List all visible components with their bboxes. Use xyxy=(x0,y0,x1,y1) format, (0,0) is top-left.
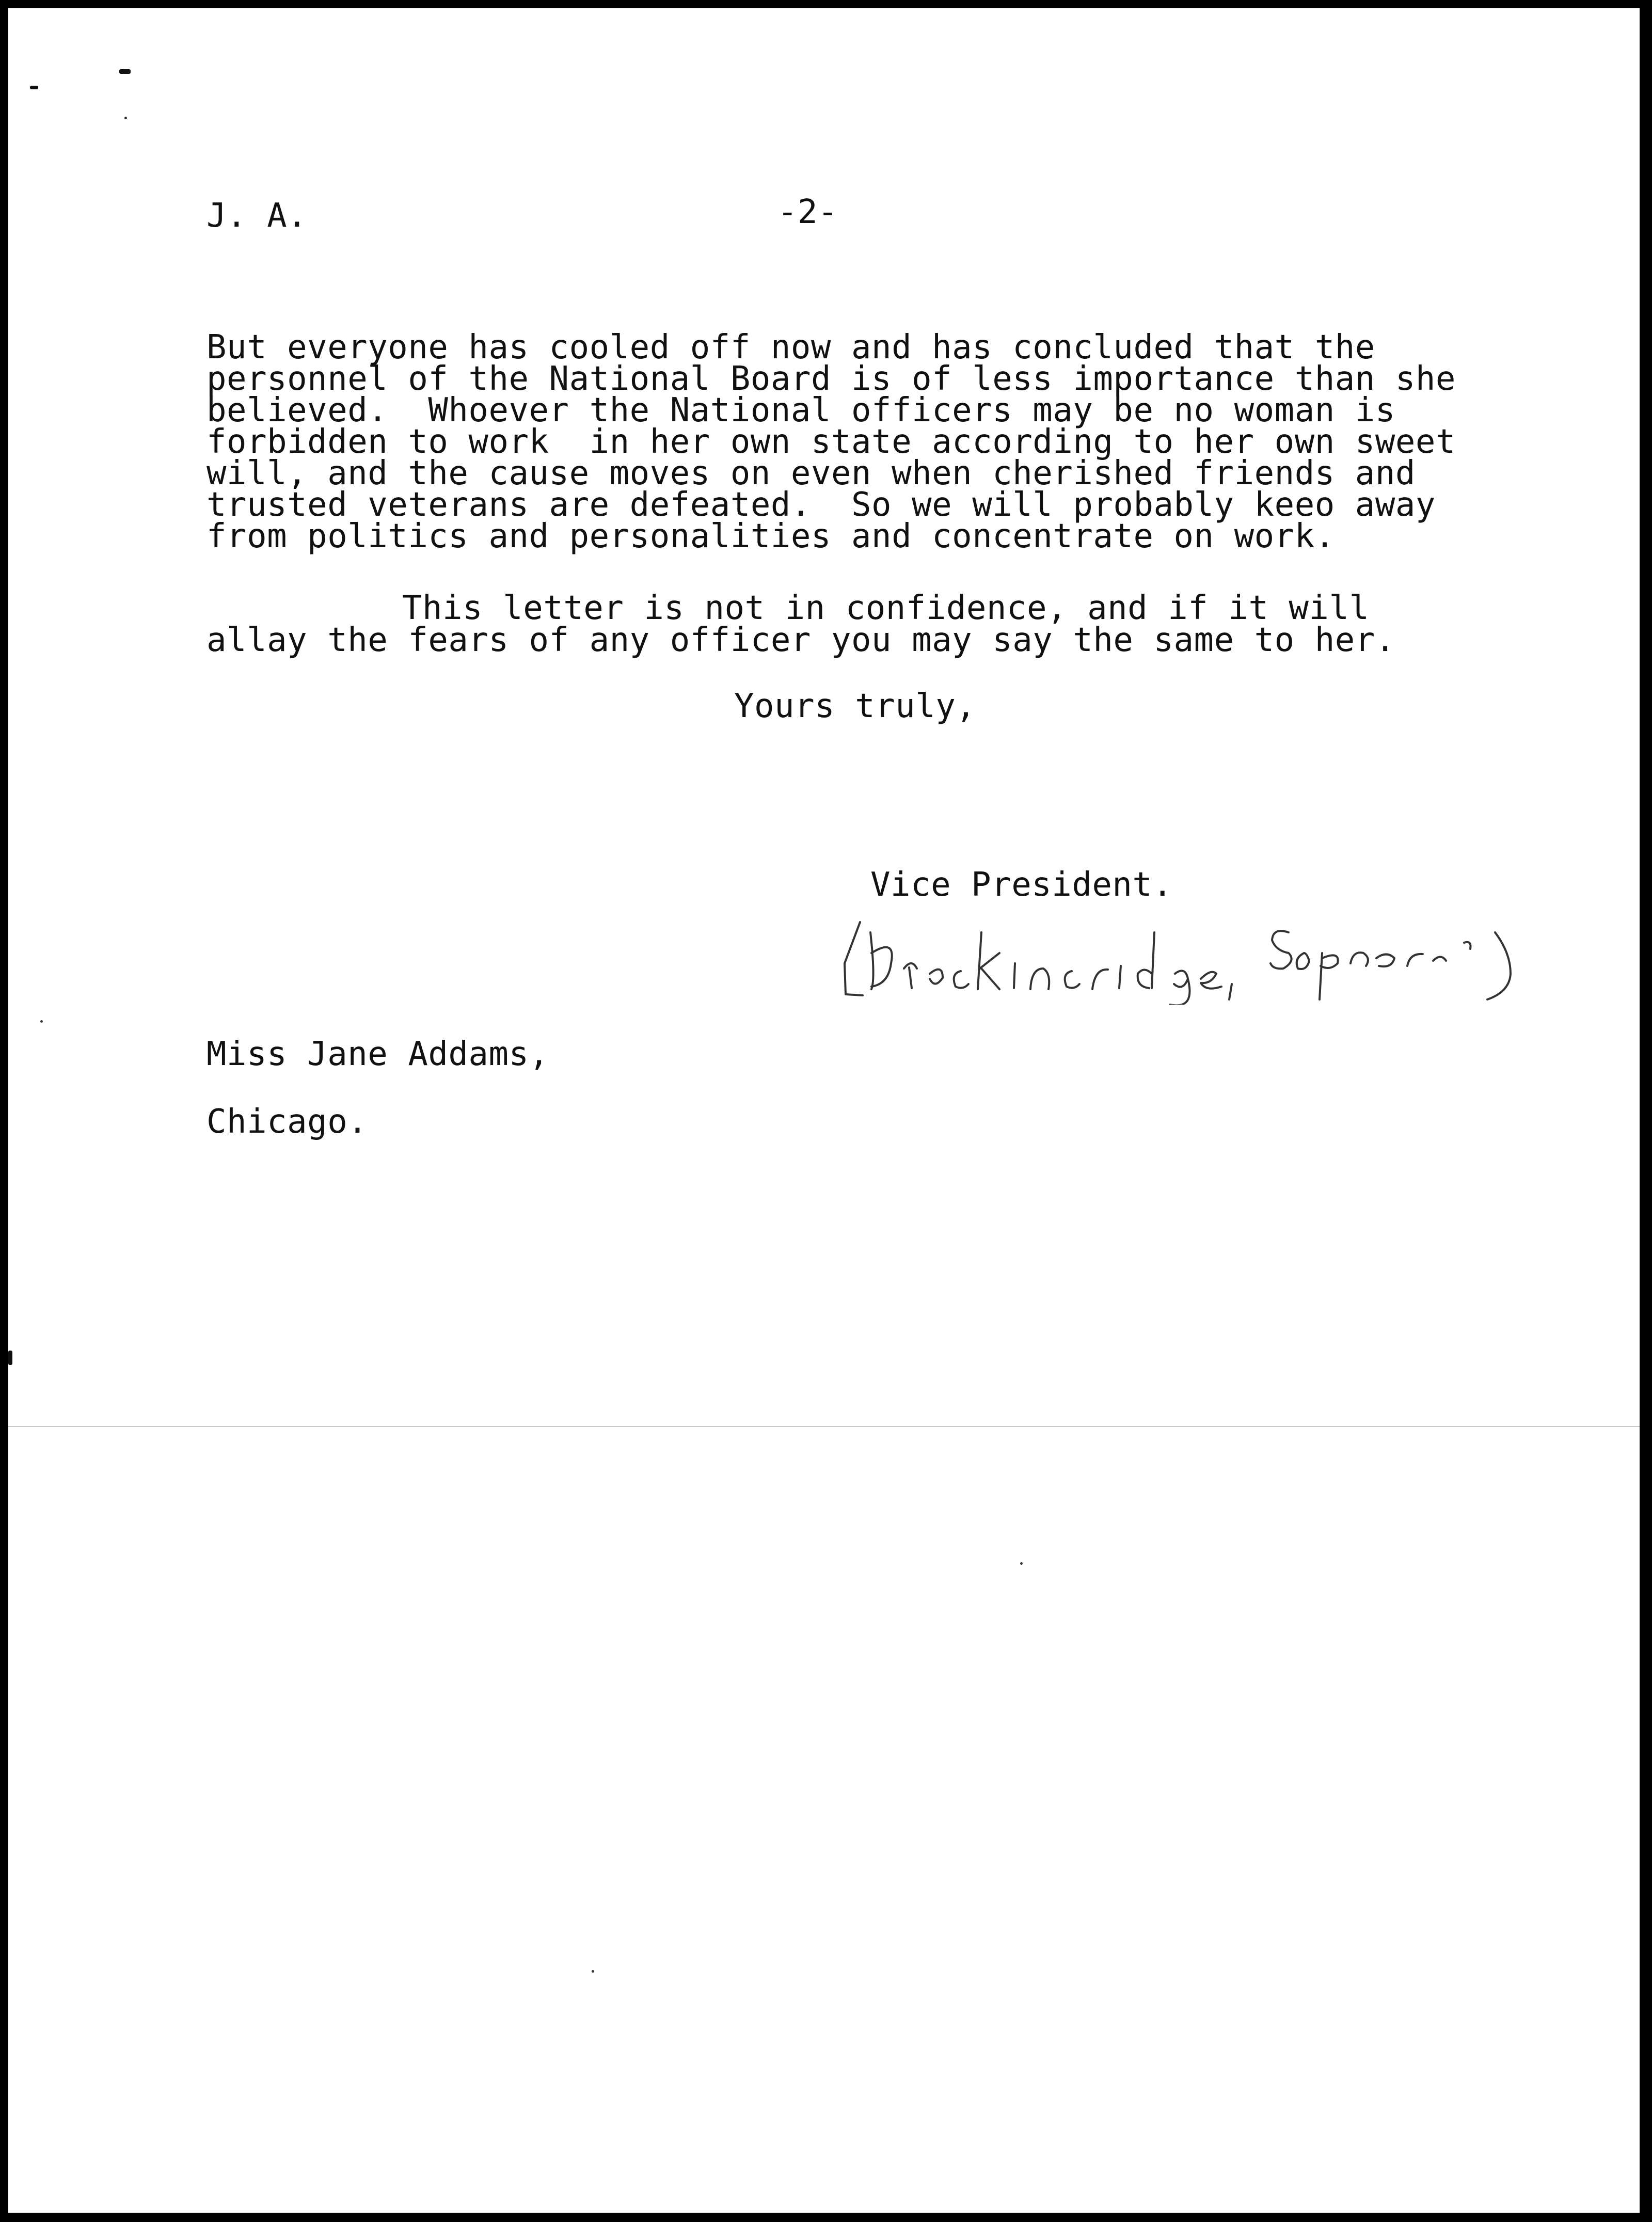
body-line: will, and the cause moves on even when cherished friends and xyxy=(206,454,1416,493)
body-line: from politics and personalities and concentrate on work. xyxy=(206,517,1335,556)
closing: Yours truly, xyxy=(734,687,976,725)
body-line: This letter is not in confidence, and if it will xyxy=(402,589,1370,627)
header-initials: J. A. xyxy=(206,197,308,235)
letter-paper xyxy=(8,8,1640,2213)
scan-speck xyxy=(1020,1562,1023,1565)
scan-mark xyxy=(8,1351,12,1365)
scan-speck xyxy=(124,117,127,119)
body-line: trusted veterans are defeated. So we will probably keeo away xyxy=(206,486,1436,524)
body-line: believed. Whoever the National officers may be no woman is xyxy=(206,391,1395,430)
body-line: personnel of the National Board is of less importance than she xyxy=(206,360,1456,398)
body-line: But everyone has cooled off now and has concluded that the xyxy=(206,328,1375,367)
body-line: allay the fears of any officer you may say the same to her. xyxy=(206,621,1395,659)
handwritten-signature xyxy=(839,901,1531,1005)
scan-mark xyxy=(119,69,131,74)
scan-speck xyxy=(40,1020,43,1023)
recipient-name: Miss Jane Addams, xyxy=(206,1035,549,1073)
scan-mark xyxy=(30,86,38,89)
page-fold-line xyxy=(8,1426,1640,1427)
body-line: forbidden to work in her own state according to her own sweet xyxy=(206,423,1456,461)
scan-speck xyxy=(592,1970,594,1973)
recipient-city: Chicago. xyxy=(206,1103,368,1141)
page-number: -2- xyxy=(777,193,838,231)
signer-title: Vice President. xyxy=(870,866,1173,904)
